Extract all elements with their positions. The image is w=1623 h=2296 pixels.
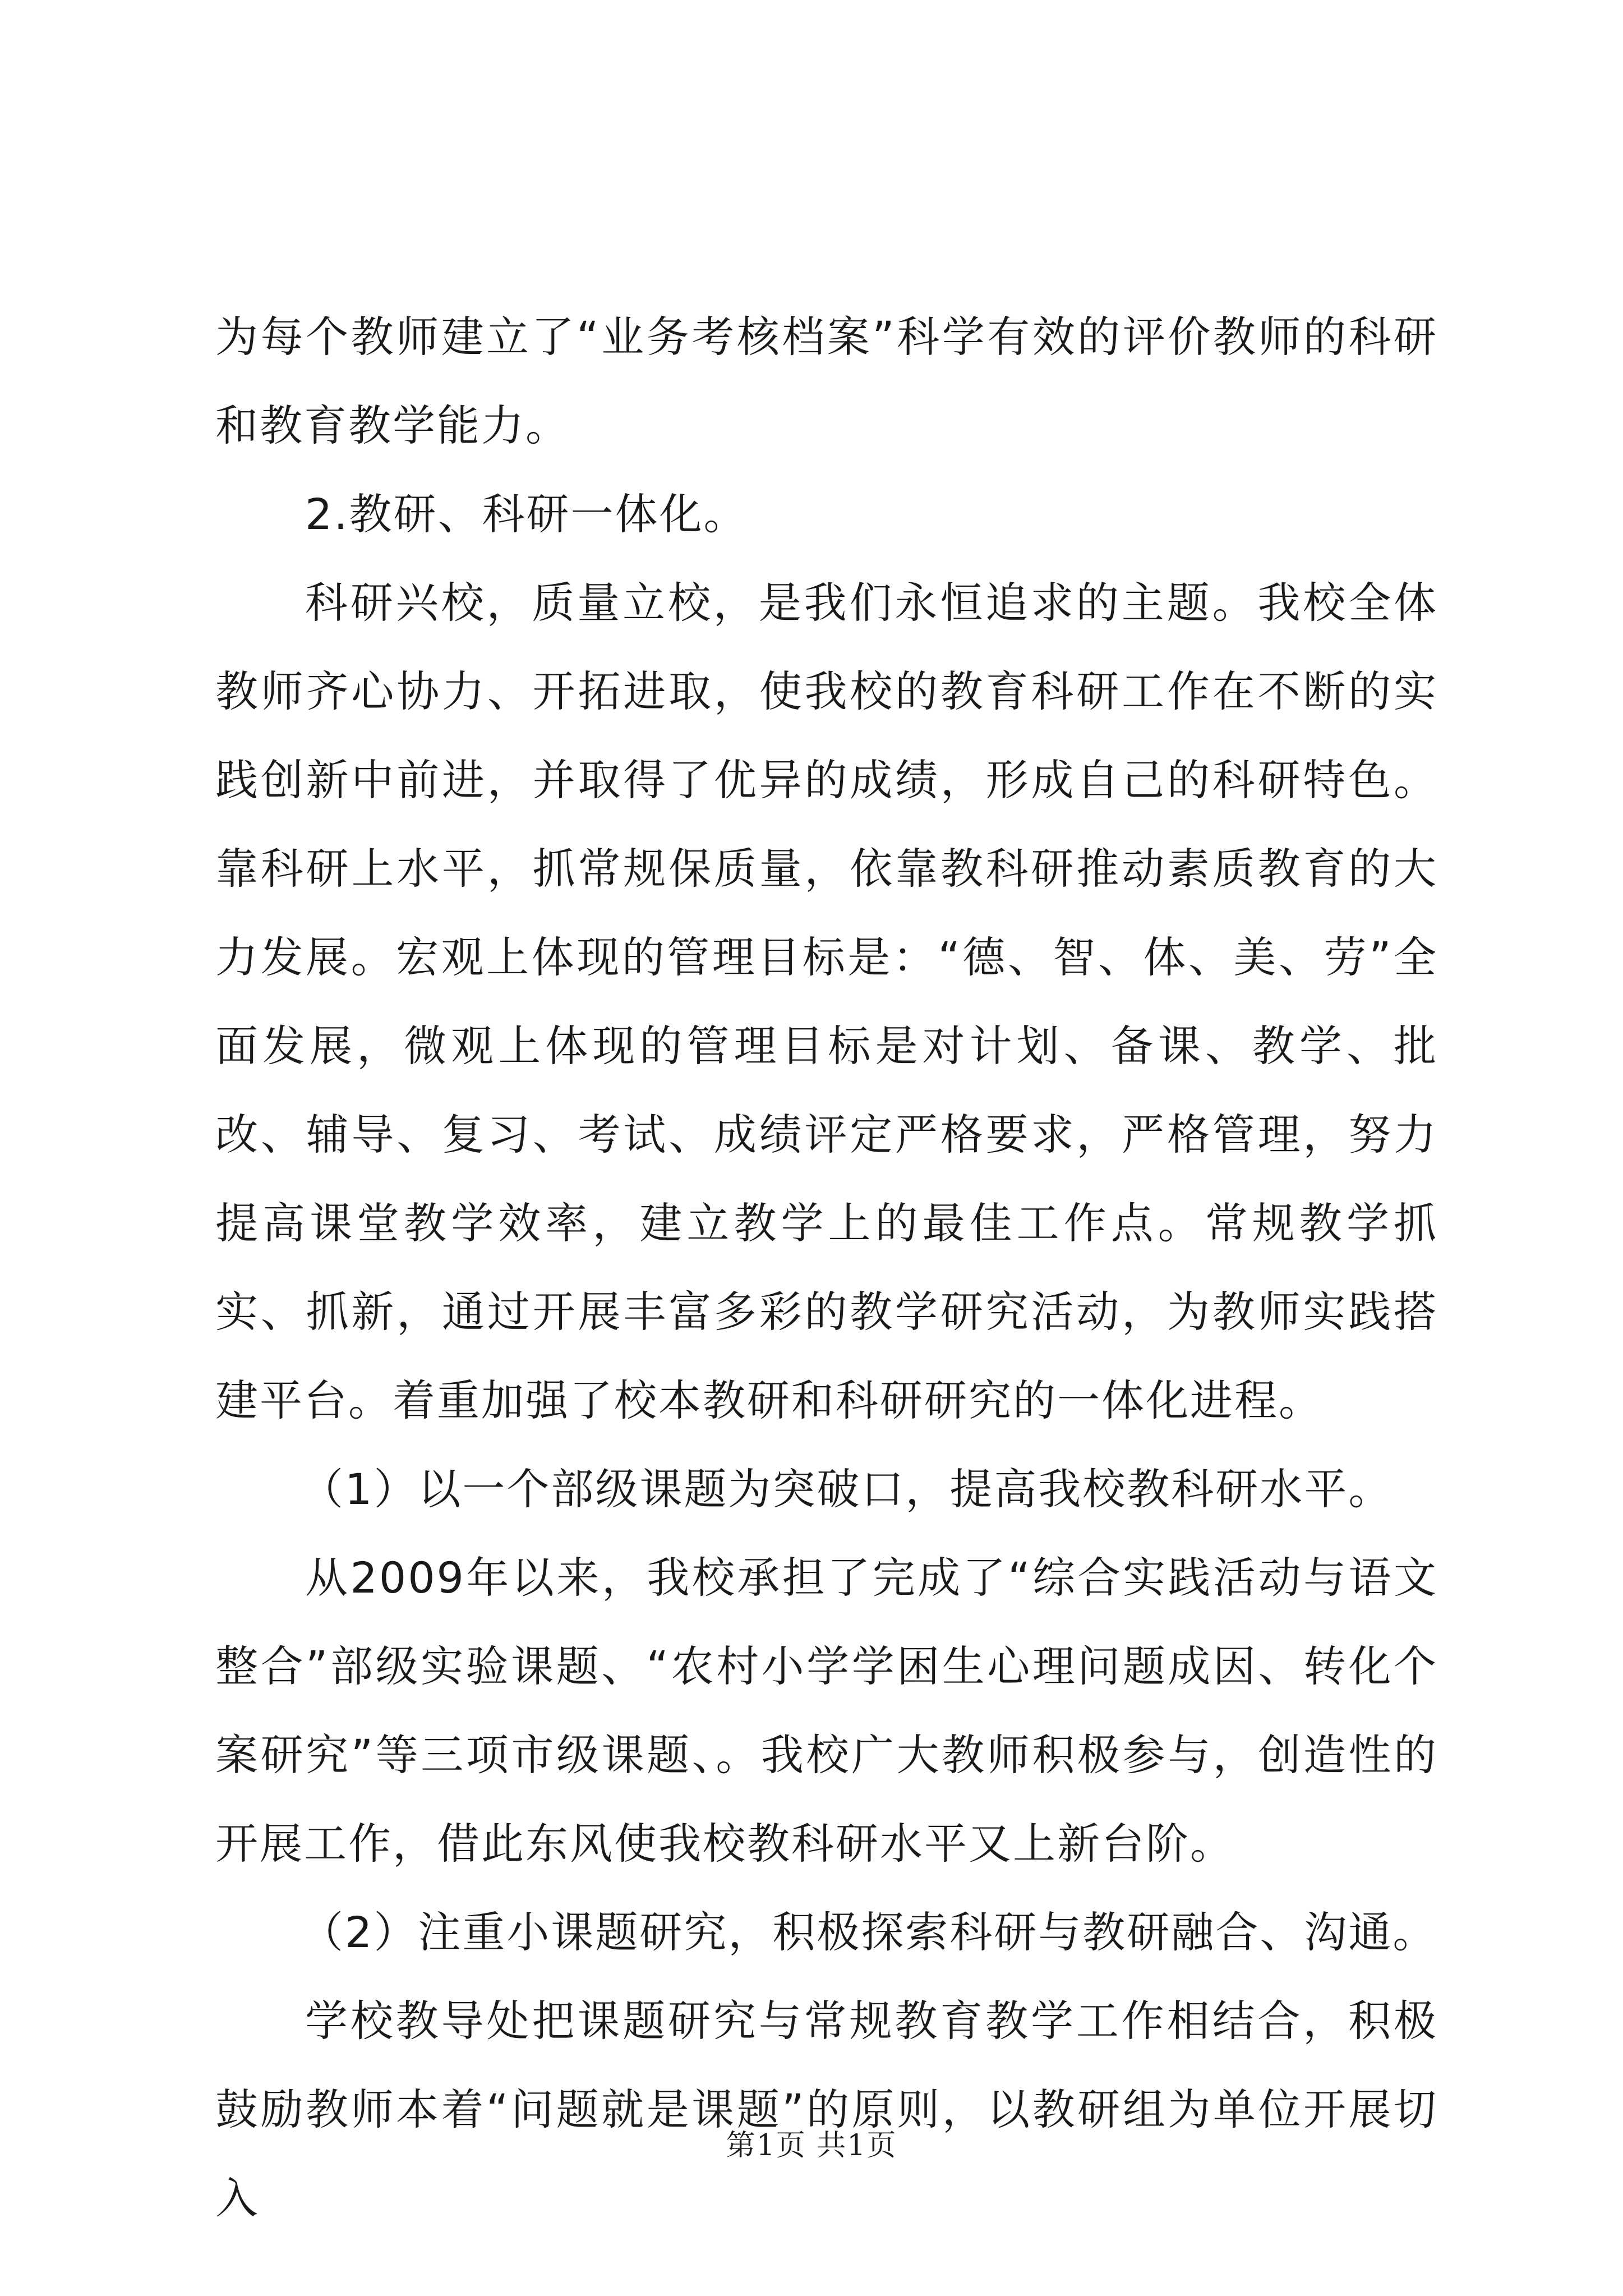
- paragraph-research-school: 科研兴校，质量立校，是我们永恒追求的主题。我校全体教师齐心协力、开拓进取，使我校的教育科研工作在不断的实践创新中前进，并取得了优异的成绩，形成自己的科研特色。靠科研上水平，抓常规保质量，依靠教科研推动素质教育的大力发展。宏观上体现的管理目标是：“德、智、体、美、劳”全面发展，微观上体现的管理目标是对计划、备课、教学、批改、辅导、复习、考试、成绩评定严格要求，严格管理，努力提高课堂教学效率，建立教学上的最佳工作点。常规教学抓实、抓新，通过开展丰富多彩的教学研究活动，为教师实践搭建平台。着重加强了校本教研和科研研究的一体化进程。: [215, 578, 1438, 1425]
- document-body: [215, 293, 1438, 2243]
- paragraph-continuation: 为每个教师建立了“业务考核档案”科学有效的评价教师的科研和教育教学能力。: [215, 312, 1438, 450]
- paragraph-since-2009: 从2009年以来，我校承担了完成了“综合实践活动与语文整合”部级实验课题、“农村小学学困生心理问题成因、转化个案研究”等三项市级课题、。我校广大教师积极参与，创造性的开展工作，借此东风使我校教科研水平又上新台阶。: [215, 1553, 1438, 1869]
- section-heading-2: 2.教研、科研一体化。: [305, 489, 748, 539]
- paragraph-teaching-office: 学校教导处把课题研究与常规教育教学工作相结合，积极鼓励教师本着“问题就是课题”的原则，以教研组为单位开展切入: [215, 1996, 1438, 2223]
- subheading-2: （2）注重小课题研究，积极探索科研与教研融合、沟通。: [301, 1907, 1437, 1957]
- page-footer: 第1页 共1页: [726, 2129, 897, 2162]
- subheading-1: （1）以一个部级课题为突破口，提高我校教科研水平。: [301, 1464, 1393, 1514]
